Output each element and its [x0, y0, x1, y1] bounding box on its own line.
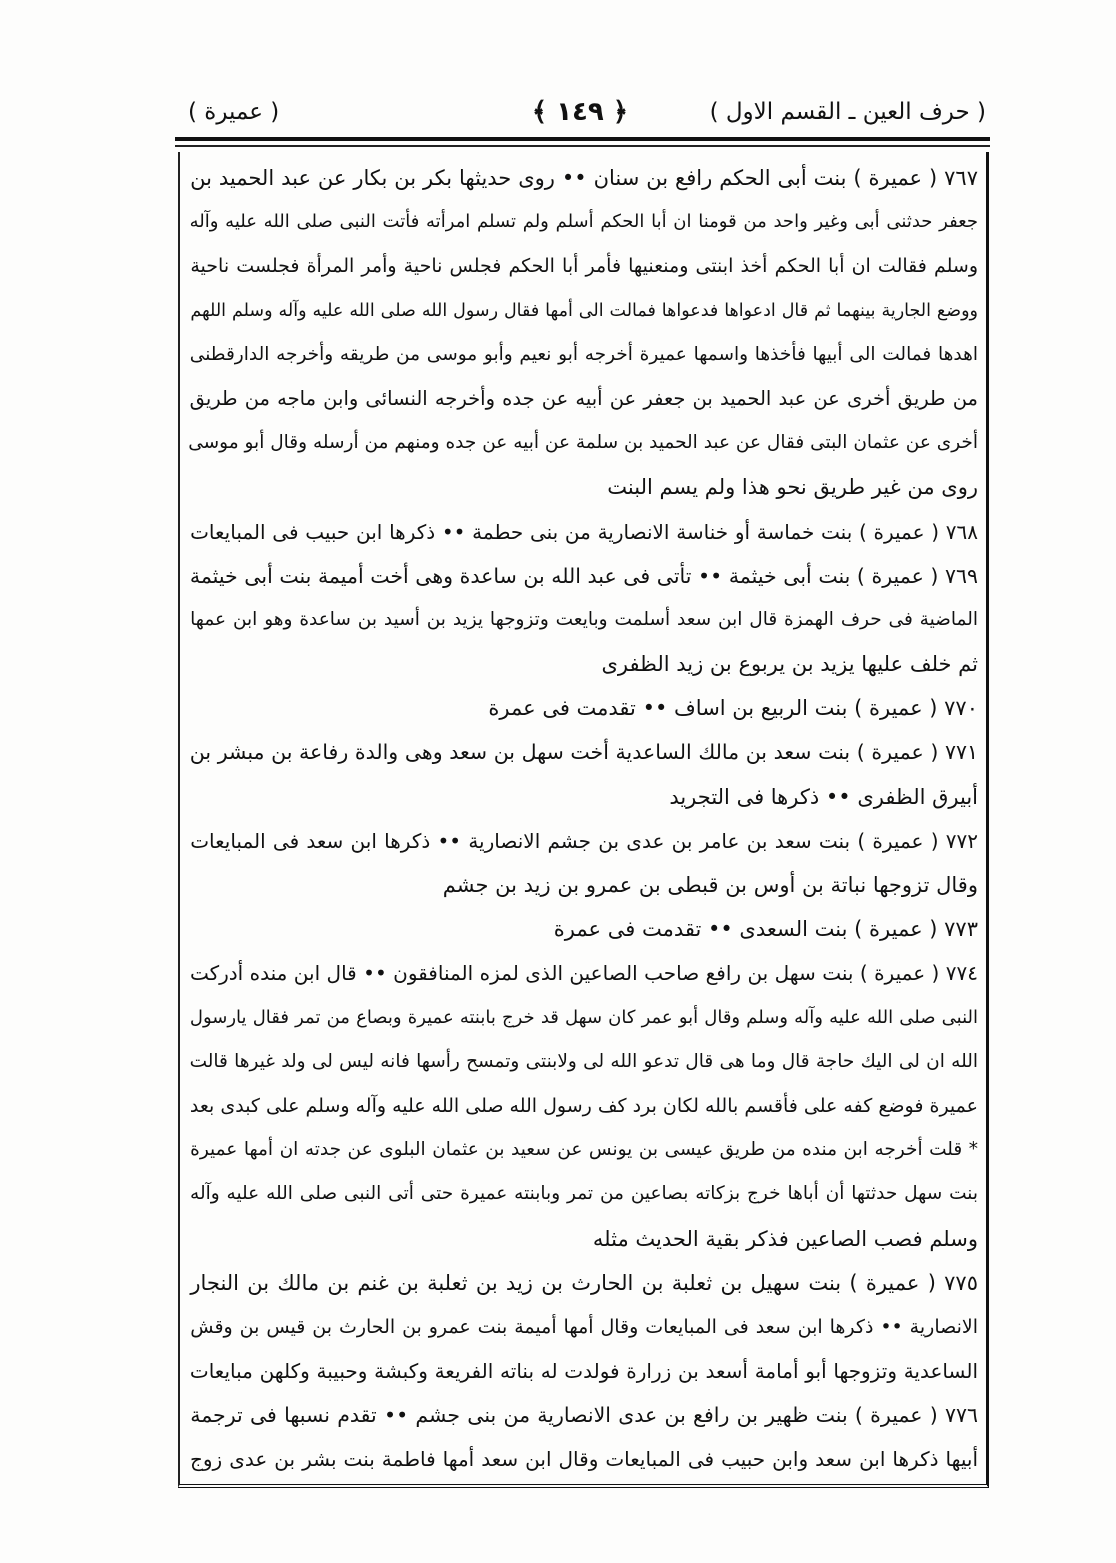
line-text: الله ان لى اليك حاجة قال وما هى قال تدعو الله لى ولابنتى وتمسح رأسها فانه ليس لى ولد غيرها قالت [189, 1050, 978, 1072]
running-title: ( عميرة ) [188, 99, 280, 125]
entry-line [188, 819, 978, 863]
header-rule-thick [175, 137, 990, 141]
line-text: ٧٧٣ ( عميرة ) بنت السعدى •• تقدمت فى عمرة [553, 917, 978, 942]
line-text: ٧٦٩ ( عميرة ) بنت أبى خيثمة •• تأتى فى عبد الله بن ساعدة وهى أخت أميمة بنت أبى خيثمة [189, 563, 978, 588]
header-rule-thin [175, 145, 990, 147]
continuation-line [188, 1305, 978, 1349]
entry-line [188, 730, 978, 774]
line-text: ٧٦٨ ( عميرة ) بنت خماسة أو خناسة الانصارية من بنى حطمة •• ذكرها ابن حبيب فى المبايعات [190, 519, 978, 544]
continuation-line [188, 1040, 978, 1084]
line-text: عميرة فوضع كفه على فأقسم بالله لكان برد كف رسول الله صلى الله عليه وآله وسلم على كبدى بعد [189, 1094, 978, 1117]
continuation-line [188, 1437, 978, 1481]
continuation-line [188, 775, 978, 819]
line-text: بنت سهل حدثتها أن أباها خرج بزكاته بصاعين من تمر وبابنته عميرة حتى أتى النبى صلى الله عليه وآله [190, 1183, 978, 1205]
line-text: ٧٧٦ ( عميرة ) بنت ظهير بن رافع بن عدى الانصارية من بنى جشم •• تقدم نسبها فى ترجمة [190, 1403, 978, 1428]
continuation-line [188, 598, 978, 642]
entry-line [188, 156, 978, 200]
continuation-line [188, 244, 978, 288]
line-text: ٧٧٠ ( عميرة ) بنت الربيع بن اساف •• تقدمت فى عمرة [488, 696, 978, 721]
continuation-line [188, 333, 978, 377]
line-text: جعفر حدثنى أبى وغير واحد من قومنا ان أبا الحكم أسلم ولم تسلم امرأته فأتت النبى صلى الله عليه وآله [189, 211, 978, 233]
line-text: اهدها فمالت الى أبيها فأخذها واسمها عميرة أخرجه أبو نعيم وأبو موسى من طريقه وأخرجه الدارقطنى [189, 343, 978, 365]
line-text: الماضية فى حرف الهمزة قال ابن سعد أسلمت وبايعت وتزوجها يزيد بن أسيد بن ساعدة وهو ابن عمها [190, 608, 978, 630]
line-text: ووضع الجارية بينهما ثم قال ادعواها فدعواها فمالت الى أمها فقال رسول الله صلى الله عليه وآله وسلم اللهم [190, 300, 978, 321]
continuation-line [188, 996, 978, 1040]
line-text: ثم خلف عليها يزيد بن يربوع بن زيد الظفرى [601, 652, 978, 677]
line-text: ٧٧٥ ( عميرة ) بنت سهيل بن ثعلبة بن الحارث بن زيد بن ثعلبة بن غنم بن مالك بن النجار [190, 1270, 978, 1295]
line-text: روى من غير طريق نحو هذا ولم يسم البنت [607, 475, 978, 500]
note-line [188, 1128, 978, 1172]
entry-line [188, 907, 978, 951]
line-text: وسلم فصب الصاعين فذكر بقية الحديث مثله [592, 1226, 978, 1251]
line-text: ٧٧١ ( عميرة ) بنت سعد بن مالك الساعدية أخت سهل بن سعد وهى والدة رفاعة بن مبشر بن [189, 740, 978, 765]
line-text: أبيها ذكرها ابن سعد وابن حبيب فى المبايعات وقال ابن سعد أمها فاطمة بنت بشر بن عدى زوج [189, 1447, 978, 1472]
entry-line [188, 1261, 978, 1305]
line-text: * قلت أخرجه ابن منده من طريق عيسى بن يونس عن سعيد بن عثمان البلوى عن جدته ان أمها عميرة [190, 1139, 978, 1161]
continuation-line [188, 1084, 978, 1128]
line-text: من طريق أخرى عن عبد الحميد بن جعفر عن أبيه عن جده وأخرجه النسائى وابن ماجه من طريق [189, 386, 978, 410]
section-heading: ( حرف العين ـ القسم الاول ) [709, 99, 986, 125]
line-text: أبيرق الظفرى •• ذكرها فى التجريد [669, 784, 978, 809]
page-body [188, 156, 978, 1482]
line-text: الانصارية •• ذكرها ابن سعد فى المبايعات وقال أمها أميمة بنت عمرو بن الحارث بن قيس بن وقش [190, 1315, 978, 1338]
line-text: الساعدية وتزوجها أبو أمامة أسعد بن زرارة فولدت له بناته الفريعة وكبشة وحبيبة وكلهن مبايعات [189, 1359, 978, 1384]
line-text: ٧٧٤ ( عميرة ) بنت سهل بن رافع صاحب الصاعين الذى لمزه المنافقون •• قال ابن منده أدركت [189, 961, 978, 986]
entry-line [188, 554, 978, 598]
entry-line [188, 1393, 978, 1437]
line-text: النبى صلى الله عليه وآله وسلم وقال أبو عمر كان سهل قد خرج بابنته عميرة وبصاع من تمر فقال يارسول [189, 1006, 978, 1028]
continuation-line [188, 465, 978, 509]
entry-line [188, 510, 978, 554]
line-text: ٧٦٧ ( عميرة ) بنت أبى الحكم رافع بن سنان •• روى حديثها بكر بن بكار عن عبد الحميد بن [190, 166, 978, 190]
continuation-line [188, 377, 978, 421]
continuation-line [188, 1217, 978, 1261]
entry-line [188, 686, 978, 730]
line-text: وقال تزوجها نباتة بن أوس بن قبطى بن عمرو بن زيد بن جشم [442, 873, 978, 897]
entry-line [188, 951, 978, 995]
continuation-line [188, 1172, 978, 1216]
line-text: أخرى عن عثمان البتى فقال عن عبد الحميد بن سلمة عن أبيه عن جده ومنهم من أرسله وقال أبو موسى [188, 432, 978, 454]
line-text: ٧٧٢ ( عميرة ) بنت سعد بن عامر بن عدى بن جشم الانصارية •• ذكرها ابن سعد فى المبايعات [190, 828, 978, 853]
page-number: ﴿ ١٤٩ ﴾ [531, 97, 629, 127]
line-text: وسلم فقالت ان أبا الحكم أخذ ابنتى ومنعنيها فأمر أبا الحكم فجلس ناحية وأمر المرأة فجلست ناحية [190, 255, 978, 278]
continuation-line [188, 1349, 978, 1393]
continuation-line [188, 289, 978, 333]
continuation-line [188, 642, 978, 686]
continuation-line [188, 421, 978, 465]
continuation-line [188, 200, 978, 244]
continuation-line [188, 863, 978, 907]
